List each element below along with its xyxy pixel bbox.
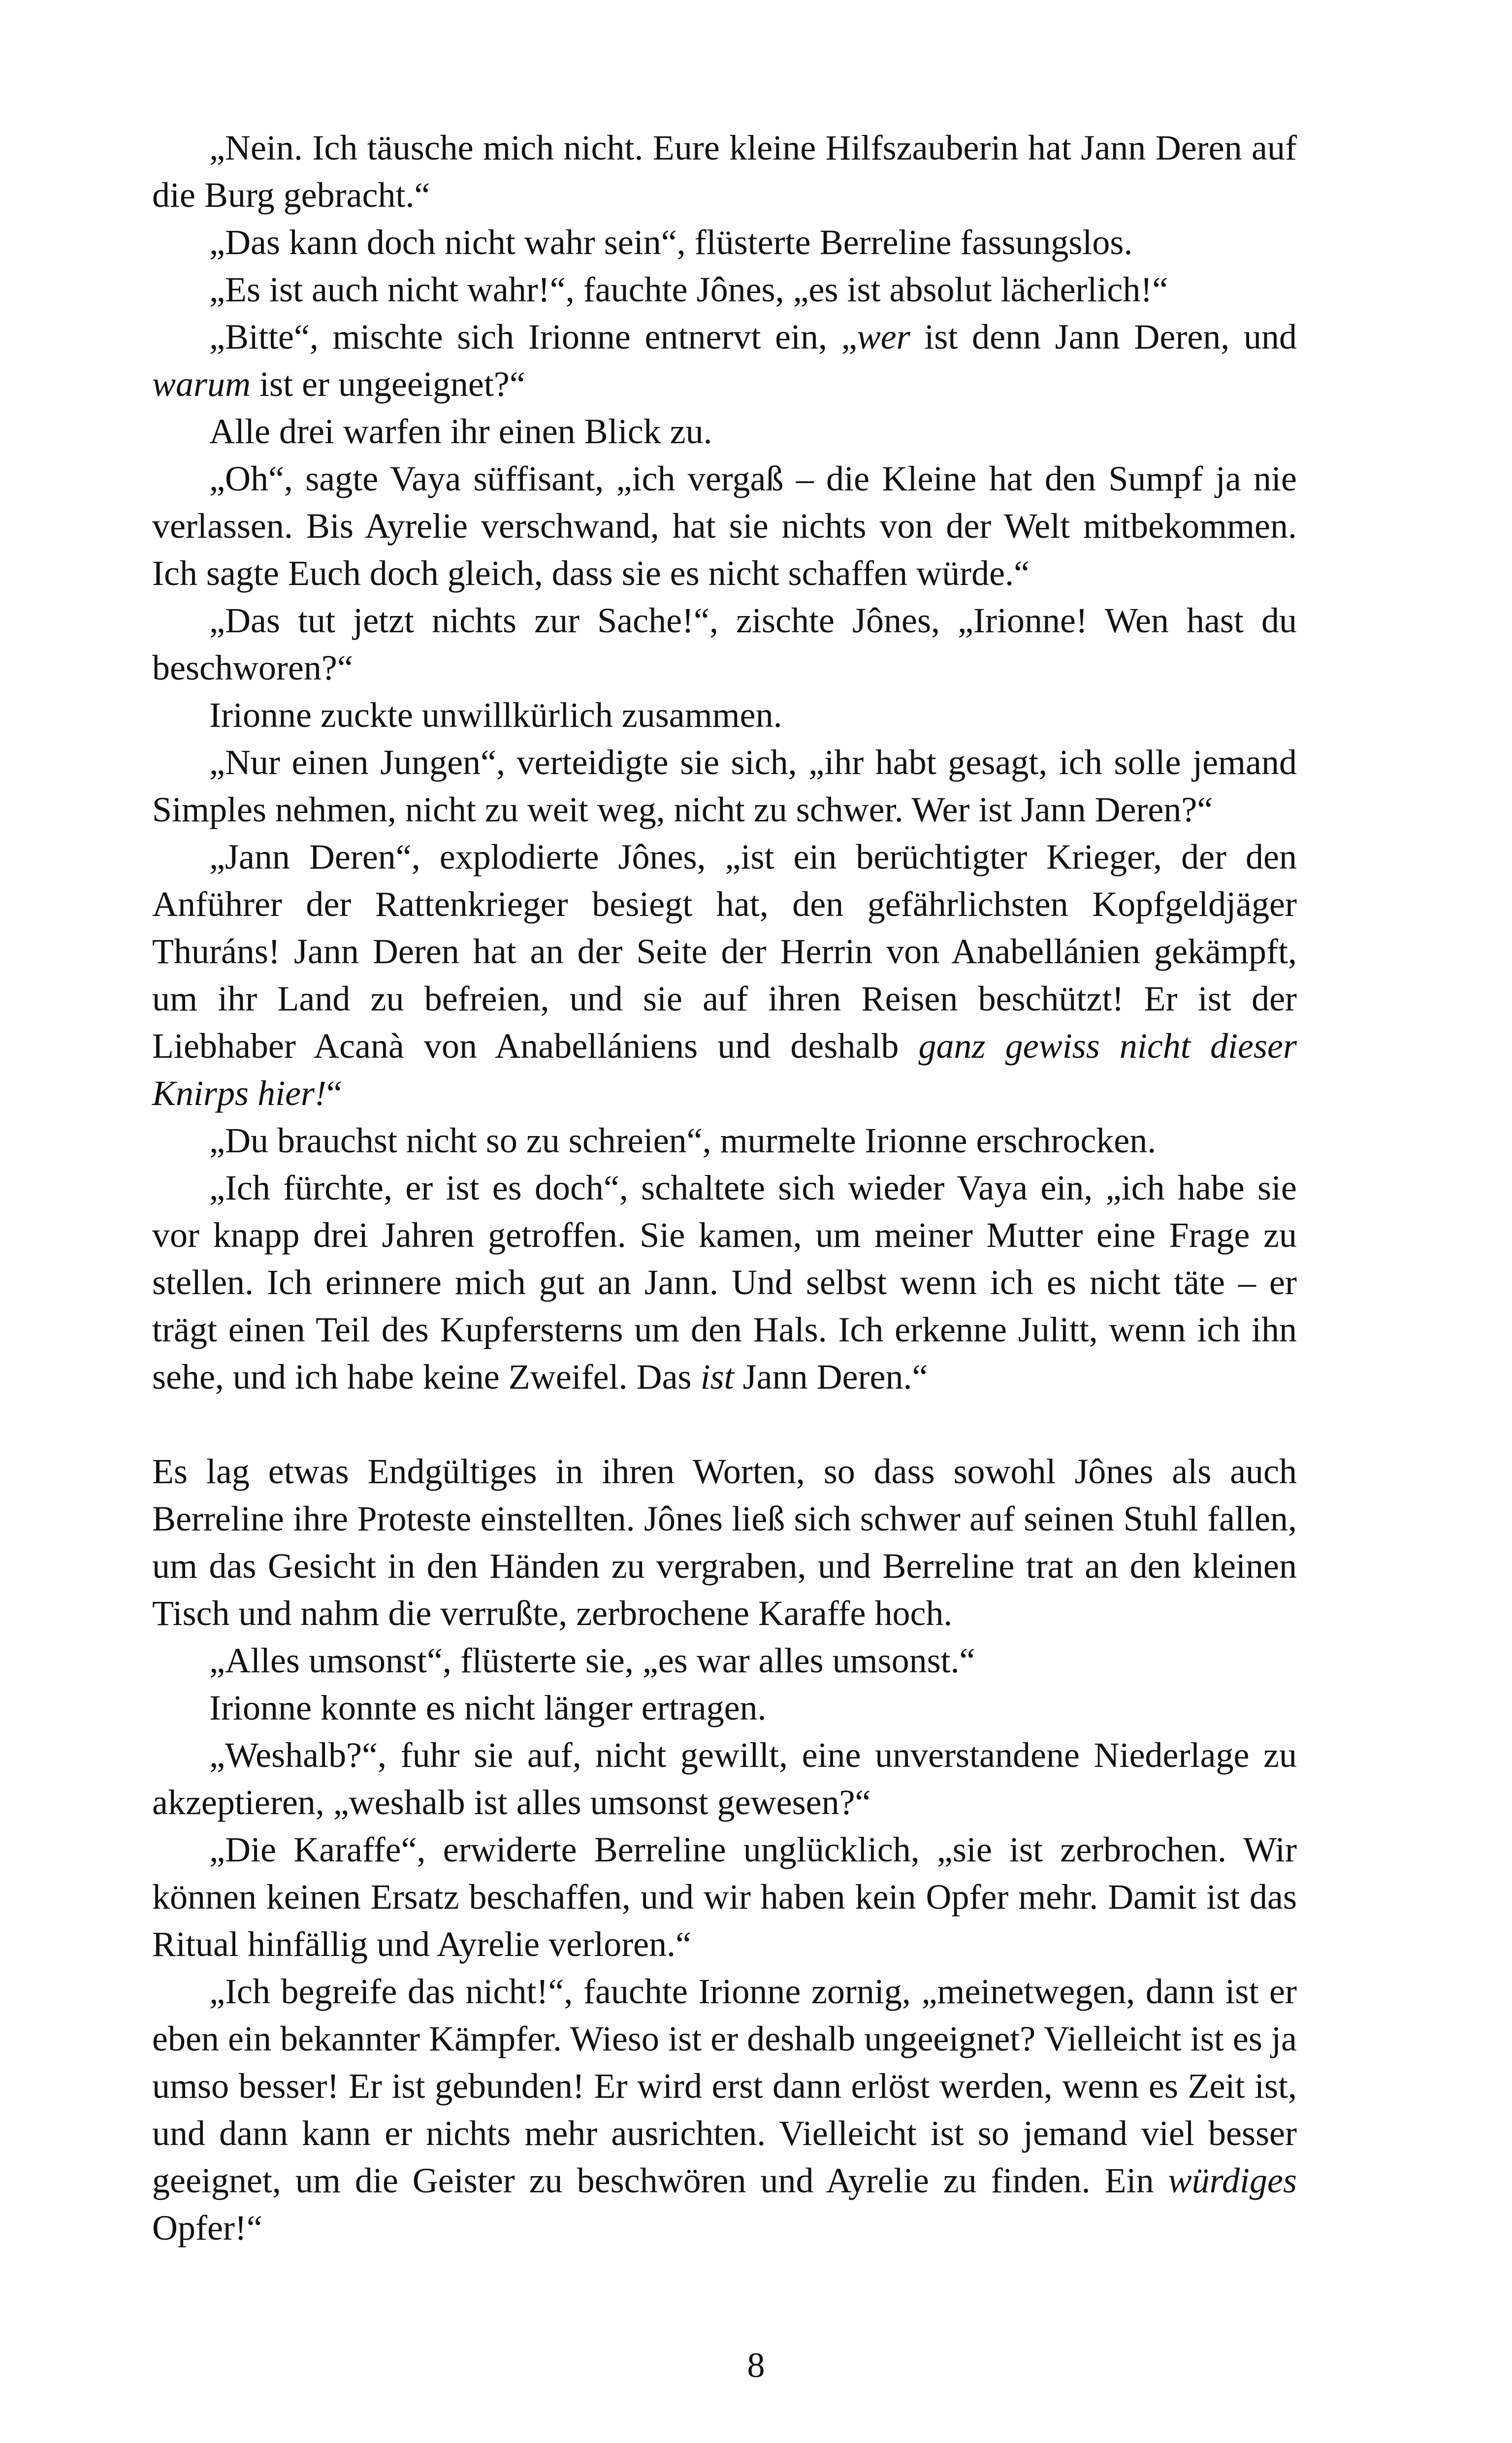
- paragraph-text: „Ich begreife das nicht!“, fauchte Irionne zornig, „meinetwegen, dann ist er eben ein bekannter Kämpfer. Wieso ist er deshalb ungeeignet? Vielleicht ist es ja umso besser! Er ist gebunden! Er wird erst dann erlöst werden, wenn es Zeit ist, und dann kann er nichts mehr ausrichten. Vielleicht ist so jemand viel besser geeignet, um die Geister zu beschwören und Ayrelie zu finden. Ein: [152, 1972, 1297, 2200]
- paragraph: [152, 1164, 1297, 1401]
- paragraph-text: „Bitte“, mischte sich Irionne entnervt ein, „: [209, 317, 857, 357]
- paragraph-text: „Die Karaffe“, erwiderte Berreline unglücklich, „sie ist zerbrochen. Wir können keinen Ersatz beschaffen, und wir haben kein Opfer mehr. Damit ist das Ritual hinfällig und Ayrelie verloren.“: [152, 1830, 1297, 1964]
- paragraph-text: „Nein. Ich täusche mich nicht. Eure kleine Hilfszauberin hat Jann Deren auf die Burg gebracht.“: [152, 128, 1297, 215]
- paragraph-text: Irionne konnte es nicht länger ertragen.: [209, 1688, 767, 1727]
- paragraph: [152, 1731, 1297, 1826]
- paragraph: [152, 1826, 1297, 1968]
- paragraph: [152, 597, 1297, 691]
- paragraph: [152, 219, 1297, 266]
- emphasis-text: warum: [152, 364, 251, 404]
- paragraph-text: „Das tut jetzt nichts zur Sache!“, zischte Jônes, „Irionne! Wen hast du beschworen?“: [152, 601, 1297, 687]
- paragraph: [152, 408, 1297, 455]
- paragraph: [152, 1117, 1297, 1164]
- paragraph-text: „Das kann doch nicht wahr sein“, flüsterte Berreline fassungslos.: [209, 223, 1133, 262]
- paragraph: [152, 313, 1297, 408]
- paragraph: [152, 1684, 1297, 1731]
- paragraph: [152, 1448, 1297, 1637]
- paragraph-text: Es lag etwas Endgültiges in ihren Worten, so dass sowohl Jônes als auch Berreline ihre Proteste einstellten. Jônes ließ sich schwer auf seinen Stuhl fallen, um das Gesicht in den Händen zu vergraben, und Berreline trat an den kleinen Tisch und nahm die verrußte, zerbrochene Karaffe hoch.: [152, 1452, 1297, 1633]
- paragraph: [152, 1968, 1297, 2251]
- paragraph: [152, 266, 1297, 313]
- paragraph-text: „Es ist auch nicht wahr!“, fauchte Jônes, „es ist absolut lächerlich!“: [209, 270, 1168, 309]
- emphasis-text: ist: [700, 1357, 734, 1397]
- paragraph-text: „Weshalb?“, fuhr sie auf, nicht gewillt, eine unverstandene Niederlage zu akzeptieren, „weshalb ist alles umsonst gewesen?“: [152, 1735, 1297, 1822]
- paragraph-text: Opfer!“: [152, 2208, 262, 2248]
- emphasis-text: wer: [857, 317, 910, 357]
- paragraph: [152, 1637, 1297, 1684]
- emphasis-text: ganz gewiss nicht dieser Knirps hier!: [152, 1026, 1297, 1113]
- paragraph-text: Alle drei warfen ihr einen Blick zu.: [209, 412, 712, 451]
- paragraph: [152, 455, 1297, 597]
- paragraph-text: ist er ungeeignet?“: [251, 364, 525, 404]
- paragraph-text: Irionne zuckte unwillkürlich zusammen.: [209, 695, 782, 735]
- page-number: 8: [747, 2345, 765, 2385]
- paragraph: [152, 124, 1297, 219]
- paragraph: [152, 833, 1297, 1117]
- paragraph-text: Jann Deren.“: [734, 1357, 928, 1397]
- paragraph-text: “: [326, 1074, 342, 1113]
- paragraph: [152, 691, 1297, 739]
- paragraph: [152, 739, 1297, 833]
- paragraph-text: „Jann Deren“, explodierte Jônes, „ist ein berüchtigter Krieger, der den Anführer der Rattenkrieger besiegt hat, den gefährlichsten Kopfgeldjäger Thuráns! Jann Deren hat an der Seite der Herrin von Anabellánien gekämpft, um ihr Land zu befreien, und sie auf ihren Reisen beschützt! Er ist der Liebhaber Acanà von Anabellániens und deshalb: [152, 837, 1297, 1066]
- emphasis-text: würdiges: [1168, 2161, 1297, 2200]
- page-body: [152, 124, 1297, 2251]
- paragraph-text: „Oh“, sagte Vaya süffisant, „ich vergaß – die Kleine hat den Sumpf ja nie verlassen. Bis Ayrelie verschwand, hat sie nichts von der Welt mitbekommen. Ich sagte Euch doch gleich, dass sie es nicht schaffen würde.“: [152, 459, 1297, 593]
- paragraph-text: „Nur einen Jungen“, verteidigte sie sich, „ihr habt gesagt, ich solle jemand Simples nehmen, nicht zu weit weg, nicht zu schwer. Wer ist Jann Deren?“: [152, 743, 1297, 829]
- paragraph-text: „Ich fürchte, er ist es doch“, schaltete sich wieder Vaya ein, „ich habe sie vor knapp drei Jahren getroffen. Sie kamen, um meiner Mutter eine Frage zu stellen. Ich erinnere mich gut an Jann. Und selbst wenn ich es nicht täte – er trägt einen Teil des Kupfersterns um den Hals. Ich erkenne Julitt, wenn ich ihn sehe, und ich habe keine Zweifel. Das: [152, 1168, 1297, 1397]
- paragraph-text: „Alles umsonst“, flüsterte sie, „es war alles umsonst.“: [209, 1641, 975, 1680]
- paragraph-text: „Du brauchst nicht so zu schreien“, murmelte Irionne erschrocken.: [209, 1121, 1157, 1160]
- paragraph-text: ist denn Jann Deren, und: [910, 317, 1297, 357]
